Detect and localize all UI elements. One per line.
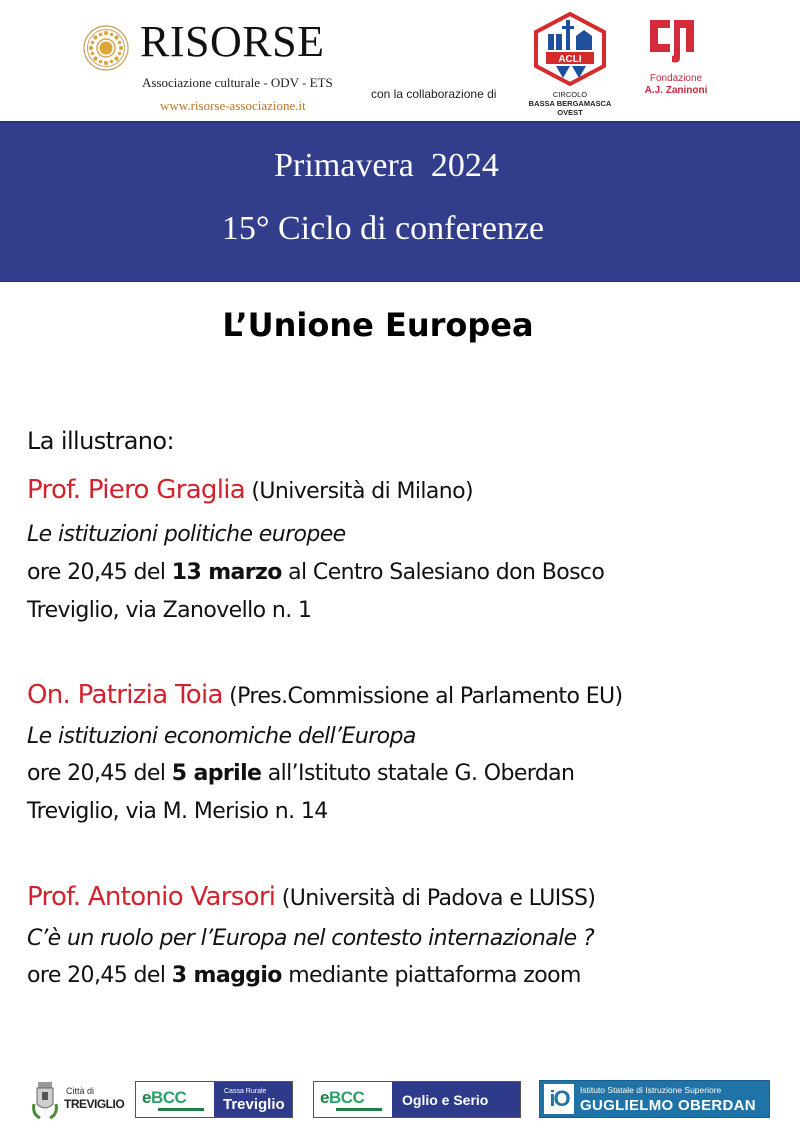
acli-caption-line2: BASSA BERGAMASCA (528, 99, 612, 108)
bcc-swirl-icon: e (142, 1088, 151, 1107)
bcc-swirl-icon: e (320, 1088, 329, 1107)
zaninoni-caption-line2: A.J. Zaninoni (644, 85, 708, 96)
speaker-3-affiliation: (Università di Padova e LUISS) (281, 886, 596, 911)
speaker-2-heading (27, 680, 622, 710)
banner-cycle: 15° Ciclo di conferenze (221, 210, 545, 247)
zaninoni-caption (636, 73, 716, 97)
speaker-1-address: Treviglio, via Zanovello n. 1 (27, 598, 312, 623)
acli-caption (516, 90, 624, 117)
speaker-1-affiliation: (Università di Milano) (251, 479, 473, 504)
speaker-3-schedule (27, 963, 581, 988)
banner-season: Primavera 2024 (274, 147, 499, 184)
bcc-logo: eBCC (320, 1088, 365, 1107)
acli-hexagon-icon (532, 12, 608, 86)
sponsor-city-label: Città di (66, 1086, 95, 1096)
zaninoni-caption-line1: Fondazione (649, 73, 703, 84)
golden-atom-emblem-icon (82, 24, 130, 72)
speaker-2-name: On. Patrizia Toia (27, 680, 223, 710)
speaker-1-venue: al Centro Salesiano don Bosco (281, 560, 605, 585)
speaker-1-name: Prof. Piero Graglia (27, 475, 246, 505)
bcc-treviglio-small: Cassa Rurale (224, 1088, 267, 1095)
zaninoni-mark-icon (646, 18, 698, 64)
oberdan-subtitle: Istituto Statale di Istruzione Superiore (580, 1085, 722, 1095)
bcc-treviglio-name: Treviglio (223, 1096, 285, 1113)
bcc-oglio-serio-name: Oglio e Serio (402, 1092, 489, 1108)
sponsor-citta-di-treviglio (28, 1078, 128, 1122)
acli-caption-line1: CIRCOLO (552, 90, 588, 99)
speaker-2-venue: all’Istituto statale G. Oberdan (261, 761, 575, 786)
city-crest-icon (30, 1078, 60, 1120)
sponsor-bcc-treviglio (135, 1081, 293, 1118)
page-title: L’Unione Europea (222, 306, 534, 344)
collaboration-label: con la collaborazione di (371, 87, 497, 101)
speaker-2-affiliation: (Pres.Commissione al Parlamento EU) (229, 684, 623, 709)
bcc-tagline-bar (158, 1108, 204, 1111)
intro-label: La illustrano: (27, 427, 174, 455)
acli-caption-line3: OVEST (557, 108, 583, 117)
svg-text:ACLI: ACLI (558, 54, 582, 65)
bcc-logo: eBCC (142, 1088, 187, 1107)
io-logo-icon: iO (544, 1084, 574, 1114)
organizer-website-link[interactable]: www.risorse-associazione.it (160, 98, 306, 113)
oberdan-name: GUGLIELMO OBERDAN (580, 1097, 756, 1114)
speaker-1-talk: Le istituzioni politiche europee (27, 522, 346, 547)
speaker-2-talk: Le istituzioni economiche dell’Europa (27, 724, 416, 749)
sponsor-istituto-oberdan (539, 1080, 770, 1118)
zaninoni-foundation-logo (636, 18, 716, 108)
bcc-tagline-bar (336, 1108, 382, 1111)
organizer-subtitle: Associazione culturale - ODV - ETS (142, 75, 333, 90)
speaker-3-date: 3 maggio (171, 963, 282, 988)
speaker-1-time: ore 20,45 del (27, 560, 172, 585)
season-banner (0, 121, 800, 282)
speaker-2-schedule (27, 761, 574, 786)
organizer-name: RISORSE (140, 17, 325, 66)
speaker-3-venue: mediante piattaforma zoom (281, 963, 581, 988)
speaker-1-date: 13 marzo (171, 560, 282, 585)
speaker-3-heading (27, 882, 595, 912)
speaker-2-date: 5 aprile (171, 761, 262, 786)
speaker-3-time: ore 20,45 del (27, 963, 172, 988)
risorse-logo (82, 18, 362, 118)
acli-logo (530, 12, 610, 122)
speaker-3-name: Prof. Antonio Varsori (27, 882, 276, 912)
speaker-3-talk: C’è un ruolo per l’Europa nel contesto internazionale ? (27, 926, 595, 951)
speaker-2-address: Treviglio, via M. Merisio n. 14 (27, 799, 328, 824)
speaker-2-time: ore 20,45 del (27, 761, 172, 786)
sponsor-city-name: TREVIGLIO (64, 1097, 125, 1111)
sponsor-bcc-oglio-e-serio (313, 1081, 521, 1118)
speaker-1-heading (27, 475, 473, 505)
speaker-1-schedule (27, 560, 604, 585)
